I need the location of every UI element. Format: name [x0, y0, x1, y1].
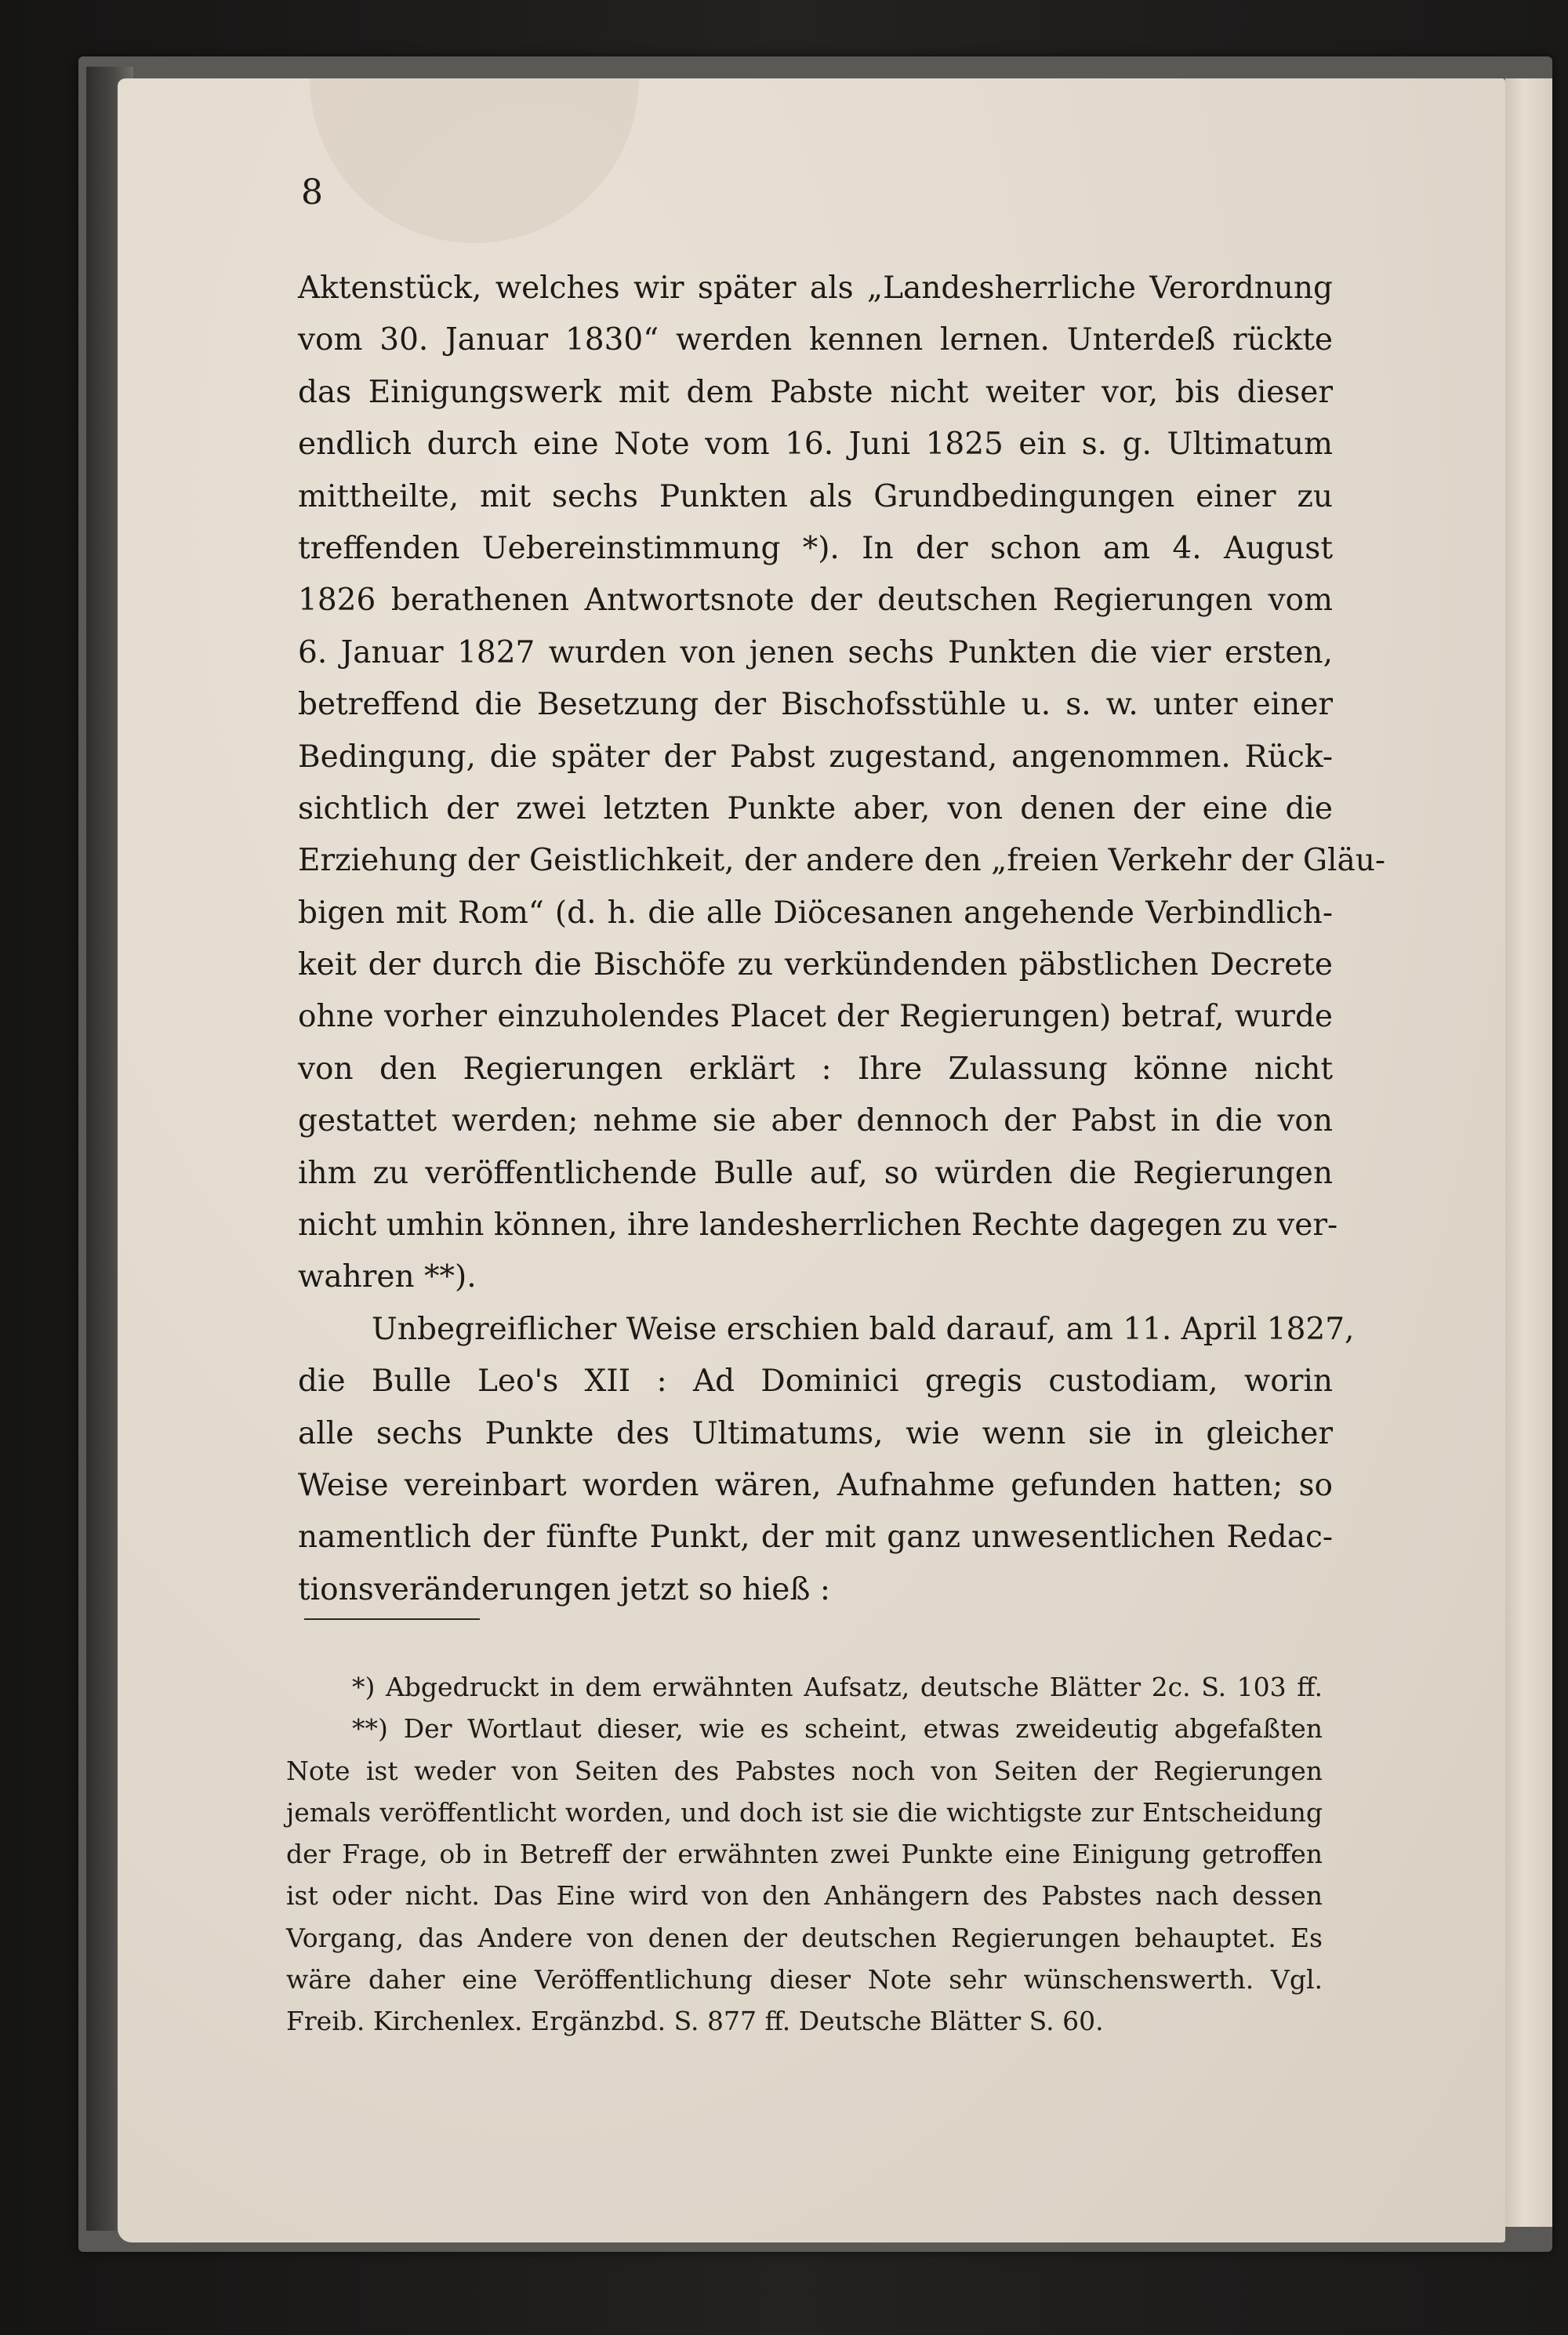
text-line: ihm zu veröffentlichende Bulle auf, so würden die Regierungen: [298, 1155, 1333, 1191]
text-line: die Bulle Leo's XII : Ad Dominici gregis custodiam, worin: [298, 1364, 1333, 1400]
footnote-line: ist oder nicht. Das Eine wird von den Anhängern des Pabstes nach dessen: [286, 1880, 1323, 1912]
text-line: ohne vorher einzuholendes Placet der Regierungen) betraf, wurde: [298, 999, 1333, 1035]
footnote-line: jemals veröffentlicht worden, und doch ist sie die wichtigste zur Entscheidung: [286, 1796, 1323, 1828]
text-line: betreffend die Besetzung der Bischofsstühle u. s. w. unter einer: [298, 687, 1333, 723]
text-line: endlich durch eine Note vom 16. Juni 1825 ein s. g. Ultimatum: [298, 427, 1333, 463]
text-line: treffenden Uebereinstimmung *). In der schon am 4. August: [298, 530, 1333, 566]
text-line: Aktenstück, welches wir später als „Landesherrliche Verordnung: [298, 271, 1333, 306]
text-line: das Einigungswerk mit dem Pabste nicht weiter vor, bis dieser: [298, 374, 1333, 410]
text-line: Bedingung, die später der Pabst zugestand, angenommen. Rück-: [298, 739, 1333, 775]
text-line: 6. Januar 1827 wurden von jenen sechs Punkten die vier ersten,: [298, 634, 1333, 670]
footnote-line: **) Der Wortlaut dieser, wie es scheint, etwas zweideutig abgefaßten: [352, 1713, 1323, 1745]
text-line: vom 30. Januar 1830“ werden kennen lernen. Unterdeß rückte: [298, 322, 1333, 358]
footnote-line: Freib. Kirchenlex. Ergänzbd. S. 877 ff. Deutsche Blätter S. 60.: [286, 2006, 1104, 2037]
text-line: 1826 berathenen Antwortsnote der deutschen Regierungen vom: [298, 583, 1333, 619]
text-line: bigen mit Rom“ (d. h. die alle Diöcesanen angehende Verbindlich-: [298, 895, 1333, 931]
text-line: mittheilte, mit sechs Punkten als Grundbedingungen einer zu: [298, 478, 1333, 514]
footnote-line: Vorgang, das Andere von denen der deutschen Regierungen behauptet. Es: [286, 1922, 1323, 1953]
text-line-paragraph-end: wahren **).: [298, 1259, 477, 1295]
text-line: sichtlich der zwei letzten Punkte aber, von denen der eine die: [298, 790, 1333, 826]
text-line: keit der durch die Bischöfe zu verkündenden päbstlichen Decrete: [298, 947, 1333, 983]
text-line: namentlich der fünfte Punkt, der mit ganz unwesentlichen Redac-: [298, 1520, 1333, 1556]
text-line-paragraph-start: Unbegreiflicher Weise erschien bald darauf, am 11. April 1827,: [372, 1311, 1355, 1347]
footnotes-block: [286, 1666, 1323, 2043]
footnote-line: *) Abgedruckt in dem erwähnten Aufsatz, deutsche Blätter 2c. S. 103 ff.: [352, 1672, 1323, 1702]
page-number: 8: [301, 172, 323, 212]
text-line: Weise vereinbart worden wären, Aufnahme gefunden hatten; so: [298, 1467, 1333, 1503]
text-line: nicht umhin können, ihre landesherrlichen Rechte dagegen zu ver-: [298, 1207, 1338, 1244]
text-line: Erziehung der Geistlichkeit, der andere den „freien Verkehr der Gläu-: [298, 843, 1386, 879]
page-stack-edge: [1505, 78, 1552, 2227]
text-line-paragraph-end: tionsveränderungen jetzt so hieß :: [298, 1571, 830, 1607]
footnote-line: wäre daher eine Veröffentlichung dieser Note sehr wünschenswerth. Vgl.: [286, 1964, 1323, 1995]
text-line: von den Regierungen erklärt : Ihre Zulassung könne nicht: [298, 1051, 1333, 1087]
footnote-line: der Frage, ob in Betreff der erwähnten zwei Punkte eine Einigung getroffen: [286, 1839, 1323, 1870]
text-line: gestattet werden; nehme sie aber dennoch der Pabst in die von: [298, 1103, 1333, 1139]
footnote-line: Note ist weder von Seiten des Pabstes noch von Seiten der Regierungen: [286, 1755, 1323, 1786]
text-line: alle sechs Punkte des Ultimatums, wie wenn sie in gleicher: [298, 1415, 1333, 1451]
footnote-separator: [304, 1618, 480, 1620]
main-text-block: [298, 263, 1386, 1616]
